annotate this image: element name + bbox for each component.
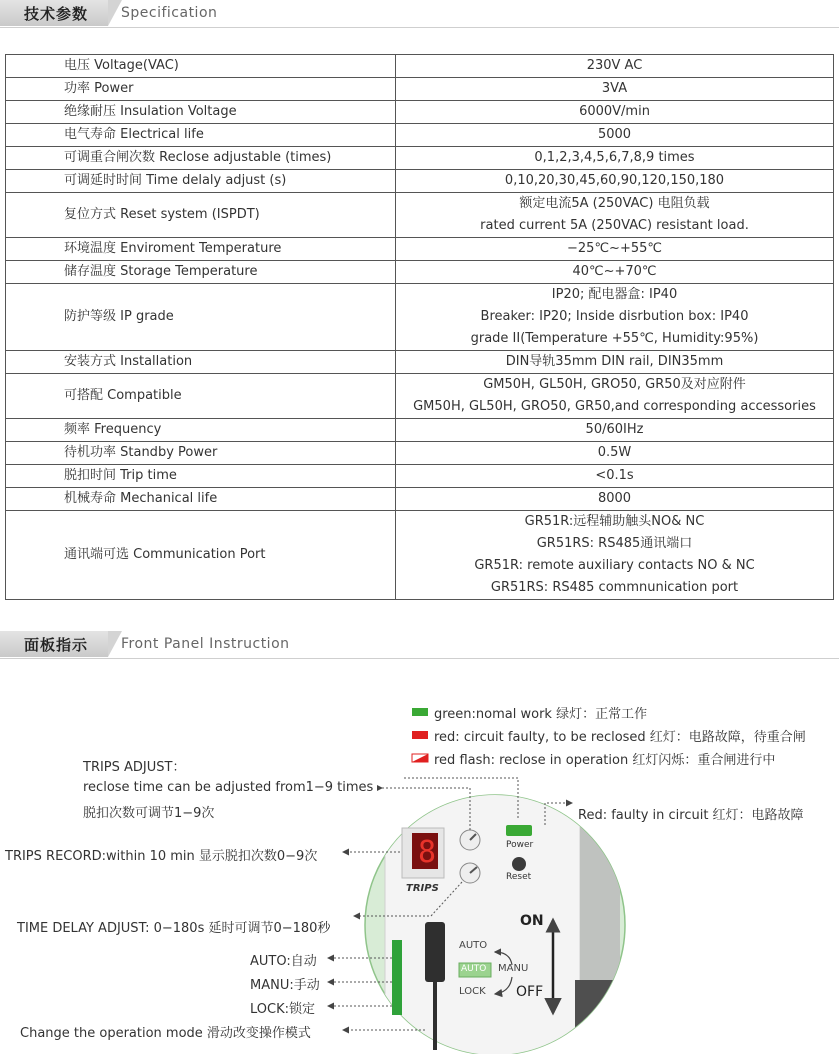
- spec-value: [396, 488, 834, 511]
- spec-value-line: 50/60IHz: [585, 422, 644, 437]
- spec-key: 功率 Power: [6, 78, 396, 101]
- spec-value-line: 额定电流5A (250VAC) 电阻负载: [519, 196, 710, 211]
- spec-key: 可调重合闸次数 Reclose adjustable (times): [6, 147, 396, 170]
- change-mode-callout: Change the operation mode 滑动改变操作模式: [20, 1026, 311, 1041]
- spec-value: [396, 419, 834, 442]
- spec-key: 可调延时时间 Time delaly adjust (s): [6, 170, 396, 193]
- spec-value-line: rated current 5A (250VAC) resistant load.: [480, 218, 749, 233]
- reset-button: [512, 857, 526, 871]
- spec-row: [6, 284, 834, 351]
- spec-value: [396, 147, 834, 170]
- spec-table: [5, 54, 834, 600]
- spec-row: [6, 488, 834, 511]
- spec-row: [6, 419, 834, 442]
- spec-row: [6, 465, 834, 488]
- spec-value: [396, 193, 834, 238]
- legend-flash: red flash: reclose in operation 红灯闪烁：重合闸进行中: [434, 753, 776, 768]
- spec-value-line: 0,1,2,3,4,5,6,7,8,9 times: [534, 150, 695, 165]
- spec-value-line: Breaker: IP20; Inside disrbution box: IP40: [480, 309, 749, 324]
- spec-row: [6, 442, 834, 465]
- legend-red: red: circuit faulty, to be reclosed 红灯：电路故障，待重合闸: [434, 730, 806, 745]
- legend-green: green:nomal work 绿灯：正常工作: [434, 707, 648, 722]
- spec-row: [6, 193, 834, 238]
- spec-row: [6, 511, 834, 600]
- spec-row: [6, 55, 834, 78]
- section-title-en: Front Panel Instruction: [121, 636, 290, 652]
- spec-value: [396, 238, 834, 261]
- spec-value: [396, 465, 834, 488]
- spec-row: [6, 374, 834, 419]
- spec-value-line: GR51R:远程辅助触头NO& NC: [524, 514, 705, 529]
- spec-value-line: 0.5W: [597, 445, 632, 460]
- spec-key: 通讯端可选 Communication Port: [6, 511, 396, 600]
- spec-value-line: GR51RS: RS485 commnunication port: [490, 580, 739, 595]
- spec-value-line: IP20; 配电器盒: IP40: [551, 287, 678, 302]
- trips-adjust-en: reclose time can be adjusted from1−9 times: [83, 780, 374, 795]
- reset-label: Reset: [506, 872, 532, 882]
- trips-label: TRIPS: [406, 883, 439, 894]
- spec-value-line: grade II(Temperature +55℃, Humidity:95%): [470, 331, 759, 346]
- spec-row: [6, 124, 834, 147]
- spec-key: 环境温度 Enviroment Temperature: [6, 238, 396, 261]
- spec-value: [396, 78, 834, 101]
- time-delay-callout: TIME DELAY ADJUST: 0−180s 延时可调节0−180秒: [17, 921, 331, 936]
- spec-row: [6, 78, 834, 101]
- spec-value-line: 6000V/min: [579, 104, 650, 119]
- spec-value-line: 40℃~+70℃: [572, 264, 657, 279]
- spec-value-line: GR51RS: RS485通讯端口: [536, 536, 693, 551]
- panel-section-header: [0, 631, 839, 659]
- spec-value: [396, 55, 834, 78]
- spec-value: [396, 124, 834, 147]
- front-panel-diagram: [0, 680, 839, 1054]
- trips-adjust-title: TRIPS ADJUST：: [83, 760, 186, 775]
- section-divider: [0, 658, 839, 659]
- spec-row: [6, 261, 834, 284]
- section-title-cn: 面板指示: [24, 636, 89, 654]
- spec-value-line: GM50H, GL50H, GRO50, GR50,and corresponding accessories: [413, 399, 816, 414]
- spec-row: [6, 238, 834, 261]
- on-label: ON: [520, 913, 544, 929]
- spec-value-line: 8000: [597, 491, 632, 506]
- spec-value-line: 5000: [597, 127, 632, 142]
- spec-value: [396, 170, 834, 193]
- off-label: OFF: [516, 984, 544, 1000]
- section-title-en: Specification: [121, 5, 218, 21]
- spec-key: 脱扣时间 Trip time: [6, 465, 396, 488]
- lock-callout: LOCK:锁定: [250, 1002, 315, 1017]
- power-label: Power: [506, 840, 534, 850]
- power-led: [506, 825, 532, 836]
- spec-key: 待机功率 Standby Power: [6, 442, 396, 465]
- spec-value-line: 230V AC: [586, 58, 643, 73]
- mode-slider: [425, 922, 445, 982]
- auto-box-label: AUTO: [461, 964, 487, 974]
- spec-key: 电气寿命 Electrical life: [6, 124, 396, 147]
- section-title-cn: 技术参数: [24, 5, 89, 23]
- spec-row: [6, 170, 834, 193]
- spec-section-header: [0, 0, 839, 28]
- spec-key: 安装方式 Installation: [6, 351, 396, 374]
- section-divider: [0, 27, 839, 28]
- spec-value: [396, 284, 834, 351]
- auto-callout: AUTO:自动: [250, 954, 317, 969]
- spec-value: [396, 511, 834, 600]
- spec-value-line: 0,10,20,30,45,60,90,120,150,180: [504, 173, 725, 188]
- trips-record-callout: TRIPS RECORD:within 10 min 显示脱扣次数0−9次: [5, 849, 318, 864]
- spec-key: 防护等级 IP grade: [6, 284, 396, 351]
- manu-mode-label: MANU: [498, 963, 529, 974]
- spec-value-line: <0.1s: [595, 468, 634, 483]
- spec-key: 复位方式 Reset system (ISPDT): [6, 193, 396, 238]
- spec-key: 可搭配 Compatible: [6, 374, 396, 419]
- manu-callout: MANU:手动: [250, 978, 320, 993]
- legend-green-swatch: [412, 708, 428, 716]
- spec-value-line: DIN导轨35mm DIN rail, DIN35mm: [505, 354, 724, 369]
- spec-value: [396, 374, 834, 419]
- spec-row: [6, 147, 834, 170]
- red-fault-callout: Red: faulty in circuit 红灯：电路故障: [578, 808, 804, 823]
- lock-mode-label: LOCK: [459, 986, 486, 997]
- spec-key: 绝缘耐压 Insulation Voltage: [6, 101, 396, 124]
- spec-key: 电压 Voltage(VAC): [6, 55, 396, 78]
- spec-value-line: GR51R: remote auxiliary contacts NO & NC: [474, 558, 755, 573]
- spec-value: [396, 261, 834, 284]
- spec-row: [6, 101, 834, 124]
- spec-row: [6, 351, 834, 374]
- trips-digit: 8: [418, 835, 437, 870]
- spec-value-line: −25℃~+55℃: [567, 241, 662, 256]
- spec-key: 频率 Frequency: [6, 419, 396, 442]
- spec-value: [396, 101, 834, 124]
- spec-key: 机械寿命 Mechanical life: [6, 488, 396, 511]
- spec-key: 储存温度 Storage Temperature: [6, 261, 396, 284]
- legend-red-swatch: [412, 731, 428, 739]
- spec-value-line: GM50H, GL50H, GRO50, GR50及对应附件: [483, 377, 746, 392]
- spec-value: [396, 442, 834, 465]
- auto-mode-label: AUTO: [459, 940, 488, 951]
- spec-value: [396, 351, 834, 374]
- mode-indicator-bar: [392, 940, 402, 1015]
- trips-adjust-cn: 脱扣次数可调节1−9次: [83, 806, 215, 821]
- spec-value-line: 3VA: [601, 81, 628, 96]
